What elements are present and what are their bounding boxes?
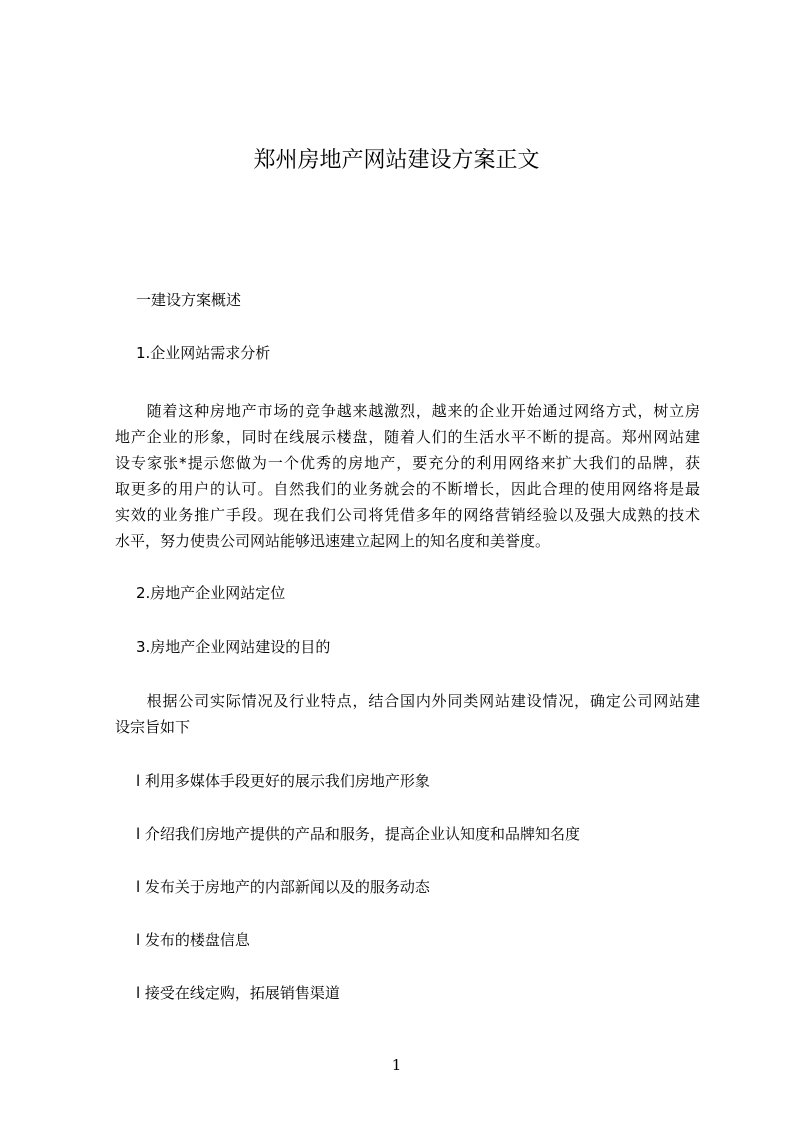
bullet-item: l 发布关于房地产的内部新闻以及的服务动态 — [136, 878, 430, 896]
bullet-item: l 发布的楼盘信息 — [136, 931, 250, 949]
paragraph-requirements — [115, 398, 700, 554]
subsection-heading: 1.企业网站需求分析 — [136, 344, 271, 362]
paragraph-line: 根据公司实际情况及行业特点，结合国内外同类网站建设情况，确定公司网站建 — [115, 692, 700, 710]
paragraph-line: 地产企业的形象，同时在线展示楼盘，随着人们的生活水平不断的提高。郑州网站建 — [115, 428, 700, 446]
paragraph-line: 设专家张*提示您做为一个优秀的房地产，要充分的利用网络来扩大我们的品牌，获 — [115, 454, 700, 472]
paragraph-line: 随着这种房地产市场的竞争越来越激烈，越来的企业开始通过网络方式，树立房 — [115, 402, 700, 420]
paragraph-line: 设宗旨如下 — [115, 718, 191, 736]
subsection-heading: 2.房地产企业网站定位 — [136, 584, 286, 602]
bullet-item: l 接受在线定购，拓展销售渠道 — [136, 984, 340, 1002]
document-title: 郑州房地产网站建设方案正文 — [253, 148, 540, 173]
paragraph-line: 实效的业务推广手段。现在我们公司将凭借多年的网络营销经验以及强大成熟的技术 — [115, 506, 700, 524]
page-number: 1 — [391, 1056, 402, 1074]
bullet-item: l 介绍我们房地产提供的产品和服务，提高企业认知度和品牌知名度 — [136, 825, 580, 843]
paragraph-purpose — [115, 688, 700, 740]
section-heading: 一建设方案概述 — [136, 291, 242, 309]
paragraph-line: 取更多的用户的认可。自然我们的业务就会的不断增长，因此合理的使用网络将是最 — [115, 480, 700, 498]
subsection-heading: 3.房地产企业网站建设的目的 — [136, 638, 331, 656]
bullet-item: l 利用多媒体手段更好的展示我们房地产形象 — [136, 772, 430, 790]
paragraph-line: 水平，努力使贵公司网站能够迅速建立起网上的知名度和美誉度。 — [115, 532, 551, 550]
